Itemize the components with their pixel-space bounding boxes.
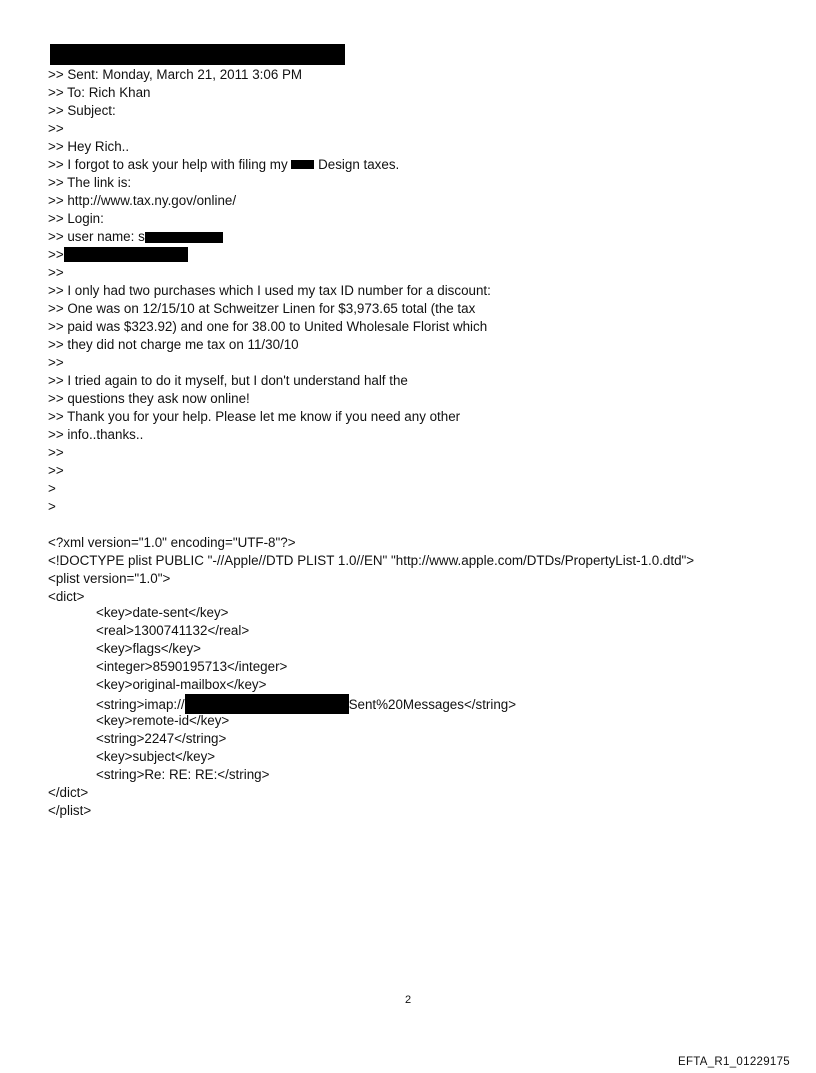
taxes-suffix: Design taxes. — [314, 157, 400, 172]
dict-open-tag: <dict> — [48, 589, 85, 604]
xml-declaration: <?xml version="1.0" encoding="UTF-8"?> — [48, 535, 296, 550]
taxes-prefix: >> I forgot to ask your help with filing my — [48, 157, 292, 172]
dict-close-tag: </dict> — [48, 785, 89, 800]
document-id: EFTA_R1_01229175 — [678, 1056, 790, 1068]
email-body-line: >> info..thanks.. — [48, 427, 144, 442]
username-prefix: >> user name: s — [48, 229, 145, 244]
imap-prefix: <string>imap:// — [96, 697, 185, 712]
email-quote-line: >> — [48, 121, 64, 136]
email-body-line: >> Thank you for your help. Please let me know if you need any other — [48, 409, 461, 424]
plist-entry: <string>Re: RE: RE:</string> — [96, 767, 270, 782]
plist-entry: <key>subject</key> — [96, 749, 216, 764]
redaction-bar-top — [50, 44, 345, 65]
email-username-line — [48, 228, 223, 246]
email-body-line: >> — [48, 355, 64, 370]
email-body-line: >> I only had two purchases which I used my tax ID number for a discount: — [48, 283, 491, 298]
email-body-line: >> I tried again to do it myself, but I don't understand half the — [48, 373, 408, 388]
email-subject-line: >> Subject: — [48, 103, 116, 118]
plist-close-tag: </plist> — [48, 803, 92, 818]
email-password-line — [48, 246, 188, 264]
email-body-line: > — [48, 481, 56, 496]
email-body-line: >> questions they ask now online! — [48, 391, 250, 406]
plist-entry: <key>flags</key> — [96, 641, 201, 656]
plist-imap-line — [96, 694, 516, 712]
email-login-label: >> Login: — [48, 211, 104, 226]
email-taxes-line — [48, 156, 399, 174]
redaction-bar-username — [145, 232, 223, 243]
redaction-bar-company — [291, 160, 314, 169]
email-body-line: >> paid was $323.92) and one for 38.00 to United Wholesale Florist which — [48, 319, 488, 334]
email-body-line: >> they did not charge me tax on 11/30/10 — [48, 337, 299, 352]
imap-suffix: Sent%20Messages</string> — [348, 697, 517, 712]
email-body-line: >> — [48, 445, 64, 460]
email-link-url: >> http://www.tax.ny.gov/online/ — [48, 193, 237, 208]
email-link-label: >> The link is: — [48, 175, 132, 190]
plist-entry: <real>1300741132</real> — [96, 623, 250, 638]
page-number: 2 — [404, 994, 412, 1006]
email-body-line: > — [48, 499, 56, 514]
email-body-line: >> — [48, 265, 64, 280]
email-sent-line: >> Sent: Monday, March 21, 2011 3:06 PM — [48, 67, 303, 82]
email-to-line: >> To: Rich Khan — [48, 85, 151, 100]
plist-entry: <key>date-sent</key> — [96, 605, 229, 620]
plist-open-tag: <plist version="1.0"> — [48, 571, 171, 586]
redaction-bar-imap — [185, 694, 349, 714]
redaction-bar-password — [64, 247, 188, 262]
plist-entry: <string>2247</string> — [96, 731, 227, 746]
plist-entry: <integer>8590195713</integer> — [96, 659, 288, 674]
email-body-line: >> — [48, 463, 64, 478]
plist-entry: <key>remote-id</key> — [96, 713, 230, 728]
email-body-line: >> One was on 12/15/10 at Schweitzer Linen for $3,973.65 total (the tax — [48, 301, 476, 316]
password-prefix: >> — [48, 247, 64, 262]
plist-doctype: <!DOCTYPE plist PUBLIC "-//Apple//DTD PLIST 1.0//EN" "http://www.apple.com/DTDs/PropertyList-1.0.dtd"> — [48, 553, 695, 568]
plist-entry: <key>original-mailbox</key> — [96, 677, 267, 692]
email-greeting: >> Hey Rich.. — [48, 139, 130, 154]
